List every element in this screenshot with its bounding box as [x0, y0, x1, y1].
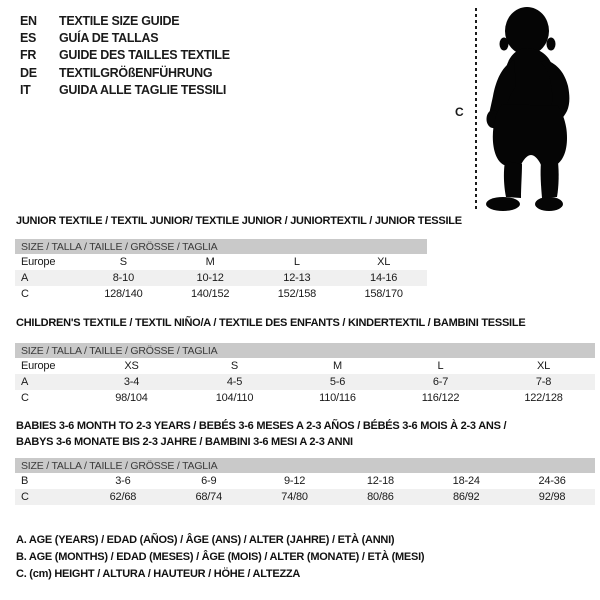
size-value-cell: M: [333, 360, 342, 372]
size-value-cell: S: [119, 256, 127, 268]
note-age-months: B. AGE (MONTHS) / EDAD (MESES) / ÂGE (MOIS) / ALTER (MONATE) / ETÀ (MESI): [16, 550, 425, 563]
size-value-cell: 24-36: [538, 475, 566, 487]
size-value-cell: 140/152: [190, 288, 230, 300]
legend-notes: [16, 532, 424, 582]
row-label-cell: Europe: [21, 360, 56, 372]
size-value-cell: 92/98: [509, 489, 595, 505]
size-header-cell: SIZE / TALLA / TAILLE / GRÖSSE / TAGLIA: [15, 458, 595, 473]
size-value-cell: 4-5: [183, 374, 286, 390]
row-label-cell: A: [15, 374, 80, 390]
size-value-cell: 80/86: [337, 489, 423, 505]
note-age-years: A. AGE (YEARS) / EDAD (AÑOS) / ÂGE (ANS) / ALTER (JAHRE) / ETÀ (ANNI): [16, 534, 395, 546]
size-value-cell: 152/158: [277, 288, 317, 300]
size-header-cell: SIZE / TALLA / TAILLE / GRÖSSE / TAGLIA: [15, 239, 427, 254]
language-code: ES: [20, 31, 37, 46]
babies-size-table: [15, 458, 595, 505]
size-value-cell: XL: [377, 256, 391, 268]
size-value-cell: XS: [124, 360, 139, 372]
size-value-cell: 122/128: [524, 392, 563, 404]
language-row: [20, 13, 230, 30]
row-label-cell: C: [21, 288, 29, 300]
height-measure-dashed-line: [475, 8, 477, 211]
size-value-cell: 98/104: [115, 392, 148, 404]
row-label-cell: C: [15, 489, 80, 505]
size-value-cell: 9-12: [283, 475, 306, 487]
height-measure-label: C: [455, 105, 464, 119]
size-value-cell: 18-24: [452, 475, 480, 487]
size-value-cell: 7-8: [492, 374, 595, 390]
size-header-row: [15, 343, 595, 358]
babies-table-title-line1: BABIES 3-6 MONTH TO 2-3 YEARS / BEBÉS 3-6 MESES A 2-3 AÑOS / BÉBÉS 3-6 MOIS À 2-3 ANS /: [16, 420, 507, 432]
size-value-cell: 86/92: [423, 489, 509, 505]
language-title: GUIDE DES TAILLES TEXTILE: [59, 48, 230, 63]
language-row: [20, 47, 230, 64]
size-value-cell: 74/80: [252, 489, 338, 505]
size-value-cell: S: [230, 360, 239, 372]
language-row: [20, 82, 230, 99]
junior-size-table: [15, 239, 427, 302]
babies-table-title-line2: BABYS 3-6 MONATE BIS 2-3 JAHRE / BAMBINI 3-6 MESI A 2-3 ANNI: [16, 436, 353, 448]
size-value-cell: L: [293, 256, 300, 268]
language-row: [20, 30, 230, 47]
row-label-cell: A: [15, 270, 80, 286]
size-value-cell: 116/122: [421, 392, 460, 404]
size-value-cell: 6-9: [201, 475, 217, 487]
size-value-cell: 3-4: [80, 374, 183, 390]
table-row: [15, 473, 595, 489]
size-value-cell: 5-6: [286, 374, 389, 390]
note-height-cm: C. (cm) HEIGHT / ALTURA / HAUTEUR / HÖHE / ALTEZZA: [16, 567, 301, 580]
table-row: [15, 286, 427, 302]
size-value-cell: 3-6: [115, 475, 131, 487]
baby-height-figure: [440, 0, 600, 230]
row-label-cell: Europe: [21, 256, 56, 268]
size-value-cell: 12-13: [254, 270, 341, 286]
row-label-cell: C: [21, 392, 29, 404]
size-header-cell: SIZE / TALLA / TAILLE / GRÖSSE / TAGLIA: [15, 343, 595, 358]
size-value-cell: 104/110: [215, 392, 254, 404]
row-label-cell: B: [21, 475, 29, 487]
language-code: FR: [20, 48, 37, 63]
size-header-row: [15, 458, 595, 473]
table-row: [15, 489, 595, 505]
language-title: GUÍA DE TALLAS: [59, 31, 159, 46]
size-value-cell: M: [205, 256, 215, 268]
size-header-row: [15, 239, 427, 254]
size-value-cell: 68/74: [166, 489, 252, 505]
table-row: [15, 390, 595, 406]
table-row: [15, 374, 595, 390]
size-value-cell: XL: [536, 360, 551, 372]
size-value-cell: 62/68: [80, 489, 166, 505]
table-row: [15, 358, 595, 374]
language-code: IT: [20, 82, 31, 97]
size-value-cell: 8-10: [80, 270, 167, 286]
language-title: GUIDA ALLE TAGLIE TESSILI: [59, 82, 227, 97]
size-value-cell: 6-7: [389, 374, 492, 390]
children-size-table: [15, 343, 595, 406]
language-title-list: [20, 13, 230, 99]
size-value-cell: 158/170: [364, 288, 403, 300]
size-value-cell: 12-18: [366, 475, 394, 487]
junior-table-title: JUNIOR TEXTILE / TEXTIL JUNIOR/ TEXTILE JUNIOR / JUNIORTEXTIL / JUNIOR TESSILE: [16, 215, 462, 227]
language-title: TEXTILE SIZE GUIDE: [59, 14, 180, 28]
table-row: [15, 254, 427, 270]
size-value-cell: 110/116: [319, 392, 356, 404]
children-table-title: CHILDREN'S TEXTILE / TEXTIL NIÑO/A / TEXTILE DES ENFANTS / KINDERTEXTIL / BAMBINI TESSILE: [16, 317, 526, 329]
size-value-cell: 10-12: [167, 270, 254, 286]
language-code: DE: [20, 65, 37, 80]
language-title: TEXTILGRÖßENFÜHRUNG: [59, 65, 213, 80]
size-value-cell: L: [437, 360, 444, 372]
table-row: [15, 270, 427, 286]
language-row: [20, 65, 230, 82]
size-value-cell: 128/140: [104, 288, 143, 300]
baby-silhouette-icon: [482, 4, 594, 216]
language-code: EN: [20, 14, 37, 28]
size-value-cell: 14-16: [340, 270, 427, 286]
